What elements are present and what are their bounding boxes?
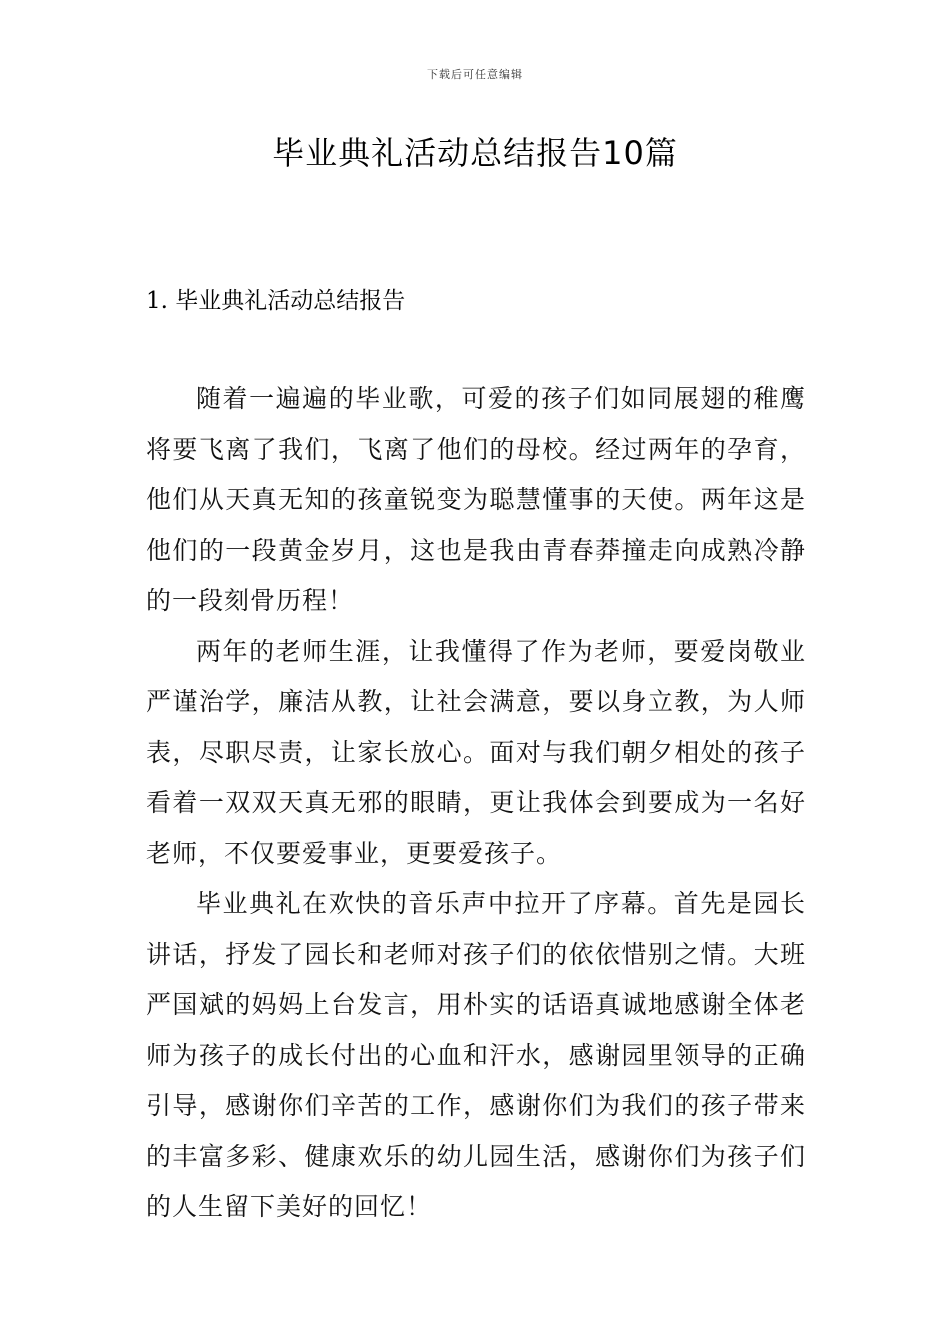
header-note: 下载后可任意编辑 — [427, 68, 523, 81]
body-text — [146, 374, 806, 1233]
paragraph: 毕业典礼在欢快的音乐声中拉开了序幕。首先是园长讲话，抒发了园长和老师对孩子们的依依惜别之情。大班严国斌的妈妈上台发言，用朴实的话语真诚地感谢全体老师为孩子的成长付出的心血和汗水，感谢园里领导的正确引导，感谢你们辛苦的工作，感谢你们为我们的孩子带来的丰富多彩、健康欢乐的幼儿园生活，感谢你们为孩子们的人生留下美好的回忆！ — [146, 889, 806, 1221]
section-heading: 1. 毕业典礼活动总结报告 — [146, 288, 406, 314]
document-title: 毕业典礼活动总结报告10篇 — [272, 134, 678, 172]
paragraph: 随着一遍遍的毕业歌，可爱的孩子们如同展翅的稚鹰将要飞离了我们，飞离了他们的母校。经过两年的孕育，他们从天真无知的孩童锐变为聪慧懂事的天使。两年这是他们的一段黄金岁月，这也是我由青春莽撞走向成熟冷静的一段刻骨历程！ — [146, 384, 806, 615]
paragraph: 两年的老师生涯，让我懂得了作为老师，要爱岗敬业严谨治学，廉洁从教，让社会满意，要以身立教，为人师表，尽职尽责，让家长放心。面对与我们朝夕相处的孩子看着一双双天真无邪的眼睛，更让我体会到要成为一名好老师，不仅要爱事业，更要爱孩子。 — [146, 636, 806, 868]
